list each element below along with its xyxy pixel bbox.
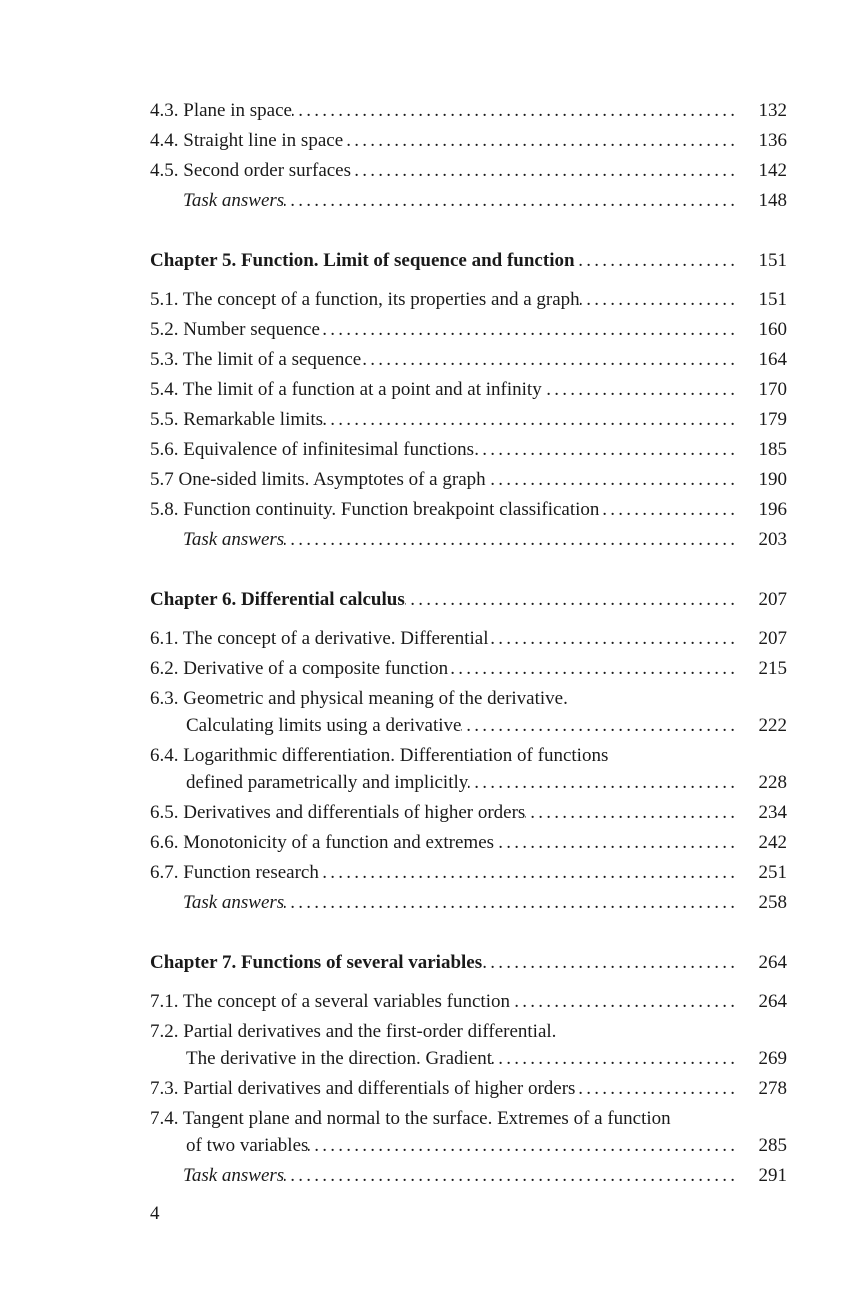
entry-page-number: 222 [758, 715, 787, 736]
toc-entry [150, 496, 787, 523]
toc-link[interactable] [150, 1162, 787, 1189]
entry-title: 4.5. Second order surfaces [150, 160, 352, 181]
toc-entry [150, 655, 787, 682]
entry-page-number: 234 [758, 802, 787, 823]
toc-entry [150, 157, 787, 184]
dot-leader [542, 376, 735, 403]
dot-leader [599, 496, 735, 523]
dot-leader [482, 949, 735, 976]
toc-link[interactable] [150, 496, 787, 523]
toc-entry [150, 127, 787, 154]
table-of-contents [150, 97, 787, 1222]
entry-page-number: 203 [758, 529, 787, 550]
entry-title: 6.1. The concept of a derivative. Differential [150, 628, 489, 649]
entry-line [150, 1018, 787, 1045]
entry-title: 7.1. The concept of a several variables function [150, 991, 510, 1012]
toc-link[interactable] [150, 829, 787, 856]
dot-leader [351, 157, 735, 184]
entry-title: The derivative in the direction. Gradient [186, 1048, 492, 1069]
toc-entry [150, 316, 787, 343]
toc-entry [150, 376, 787, 403]
toc-entry [150, 1018, 787, 1072]
entry-title: Task answers [183, 1165, 285, 1186]
dot-leader [580, 286, 735, 313]
entry-page-number: 170 [758, 379, 787, 400]
toc-link[interactable] [150, 466, 787, 493]
toc-link[interactable] [150, 436, 787, 463]
dot-leader [284, 187, 735, 214]
toc-entry [150, 406, 787, 433]
toc-link[interactable] [150, 346, 787, 373]
dot-leader [284, 1162, 735, 1189]
entry-page-number: 278 [758, 1078, 787, 1099]
page-number: 4 [150, 1203, 160, 1224]
toc-link[interactable] [150, 157, 787, 184]
entry-title: Task answers [183, 892, 285, 913]
entry-title: 5.7 One-sided limits. Asymptotes of a graph [150, 469, 486, 490]
toc-link[interactable] [150, 625, 787, 652]
toc-entry [150, 346, 787, 373]
dot-leader [320, 316, 735, 343]
entry-line [150, 742, 787, 769]
dot-leader [405, 586, 735, 613]
entry-page-number: 269 [758, 1048, 787, 1069]
entry-page-number: 151 [758, 289, 787, 310]
toc-entry [150, 1075, 787, 1102]
toc-group [150, 586, 787, 916]
dot-leader [575, 1075, 735, 1102]
entry-title: 5.6. Equivalence of infinitesimal functions [150, 439, 474, 460]
entry-line [150, 1105, 787, 1132]
dot-leader [308, 1132, 735, 1159]
toc-entry [150, 1105, 787, 1159]
entry-page-number: 179 [758, 409, 787, 430]
toc-group [150, 97, 787, 214]
toc-link[interactable] [150, 376, 787, 403]
toc-link[interactable] [150, 859, 787, 886]
entry-title: 5.2. Number sequence [150, 319, 320, 340]
entry-page-number: 132 [758, 100, 787, 121]
dot-leader [575, 247, 735, 274]
toc-link[interactable] [150, 769, 787, 796]
task-answers-entry [150, 526, 787, 553]
toc-entry [150, 799, 787, 826]
entry-page-number: 251 [758, 862, 787, 883]
chapter-heading[interactable] [150, 586, 787, 613]
toc-link[interactable] [150, 1045, 787, 1072]
toc-entry [150, 742, 787, 796]
entry-line [150, 685, 787, 712]
dot-leader [284, 526, 735, 553]
dot-leader [461, 712, 735, 739]
entry-page-number: 258 [758, 892, 787, 913]
toc-link[interactable] [150, 316, 787, 343]
entry-title: Chapter 5. Function. Limit of sequence and function [150, 250, 575, 271]
entry-page-number: 228 [758, 772, 787, 793]
dot-leader [489, 625, 735, 652]
entry-page-number: 207 [758, 589, 787, 610]
entry-page-number: 185 [758, 439, 787, 460]
toc-link[interactable] [150, 1075, 787, 1102]
entry-title: Task answers [183, 529, 285, 550]
entry-page-number: 207 [758, 628, 787, 649]
entry-title: Calculating limits using a derivative [186, 715, 462, 736]
entry-title: 6.6. Monotonicity of a function and extremes [150, 832, 495, 853]
toc-link[interactable] [150, 988, 787, 1015]
toc-link[interactable] [150, 406, 787, 433]
dot-leader [448, 655, 735, 682]
entry-page-number: 242 [758, 832, 787, 853]
entry-page-number: 190 [758, 469, 787, 490]
task-answers-entry [150, 1162, 787, 1189]
entry-title: of two variables [186, 1135, 309, 1156]
entry-page-number: 285 [758, 1135, 787, 1156]
entry-page-number: 264 [758, 952, 787, 973]
entry-title: 5.5. Remarkable limits [150, 409, 324, 430]
entry-title: 5.1. The concept of a function, its properties and a graph [150, 289, 580, 310]
toc-link[interactable] [150, 526, 787, 553]
entry-title: defined parametrically and implicitly [186, 772, 469, 793]
entry-title: 6.3. Geometric and physical meaning of the derivative. [150, 688, 568, 709]
toc-link[interactable] [150, 799, 787, 826]
toc-link[interactable] [150, 286, 787, 313]
entry-page-number: 264 [758, 991, 787, 1012]
entry-title: 7.3. Partial derivatives and differentials of higher orders [150, 1078, 576, 1099]
chapter-heading[interactable] [150, 247, 787, 274]
entry-title: Chapter 6. Differential calculus [150, 589, 405, 610]
entry-page-number: 215 [758, 658, 787, 679]
entry-page-number: 151 [758, 250, 787, 271]
dot-leader [343, 127, 735, 154]
task-answers-entry [150, 187, 787, 214]
dot-leader [525, 799, 735, 826]
dot-leader [492, 1045, 735, 1072]
toc-entry [150, 625, 787, 652]
entry-title: 5.4. The limit of a function at a point and at infinity [150, 379, 542, 400]
toc-entry [150, 685, 787, 739]
toc-entry [150, 988, 787, 1015]
toc-entry [150, 436, 787, 463]
entry-title: Chapter 7. Functions of several variables [150, 952, 483, 973]
entry-title: 7.2. Partial derivatives and the first-order differential. [150, 1021, 557, 1042]
dot-leader [510, 988, 735, 1015]
toc-link[interactable] [150, 1132, 787, 1159]
toc-group [150, 247, 787, 553]
entry-title: 7.4. Tangent plane and normal to the surface. Extremes of a function [150, 1108, 671, 1129]
entry-page-number: 136 [758, 130, 787, 151]
entry-page-number: 164 [758, 349, 787, 370]
toc-entry [150, 466, 787, 493]
entry-page-number: 291 [758, 1165, 787, 1186]
entry-page-number: 160 [758, 319, 787, 340]
toc-link[interactable] [150, 655, 787, 682]
toc-group [150, 949, 787, 1189]
toc-link[interactable] [150, 187, 787, 214]
entry-title: 6.7. Function research [150, 862, 319, 883]
toc-link[interactable] [150, 97, 787, 124]
entry-title: 4.4. Straight line in space [150, 130, 344, 151]
chapter-heading[interactable] [150, 949, 787, 976]
entry-page-number: 142 [758, 160, 787, 181]
toc-entry [150, 286, 787, 313]
dot-leader [361, 346, 735, 373]
toc-entry [150, 829, 787, 856]
toc-entry [150, 859, 787, 886]
toc-link[interactable] [150, 889, 787, 916]
dot-leader [468, 769, 735, 796]
dot-leader [319, 859, 735, 886]
dot-leader [494, 829, 735, 856]
dot-leader [292, 97, 735, 124]
dot-leader [323, 406, 735, 433]
entry-title: 6.2. Derivative of a composite function [150, 658, 449, 679]
entry-page-number: 196 [758, 499, 787, 520]
entry-title: 6.4. Logarithmic differentiation. Differentiation of functions [150, 745, 609, 766]
task-answers-entry [150, 889, 787, 916]
entry-title: 4.3. Plane in space [150, 100, 292, 121]
entry-title: 5.3. The limit of a sequence [150, 349, 362, 370]
entry-title: 5.8. Function continuity. Function breakpoint classification [150, 499, 600, 520]
entry-title: Task answers [183, 190, 285, 211]
toc-link[interactable] [150, 127, 787, 154]
dot-leader [284, 889, 735, 916]
dot-leader [486, 466, 735, 493]
entry-title: 6.5. Derivatives and differentials of higher orders [150, 802, 526, 823]
toc-link[interactable] [150, 712, 787, 739]
entry-page-number: 148 [758, 190, 787, 211]
dot-leader [474, 436, 735, 463]
toc-entry [150, 97, 787, 124]
